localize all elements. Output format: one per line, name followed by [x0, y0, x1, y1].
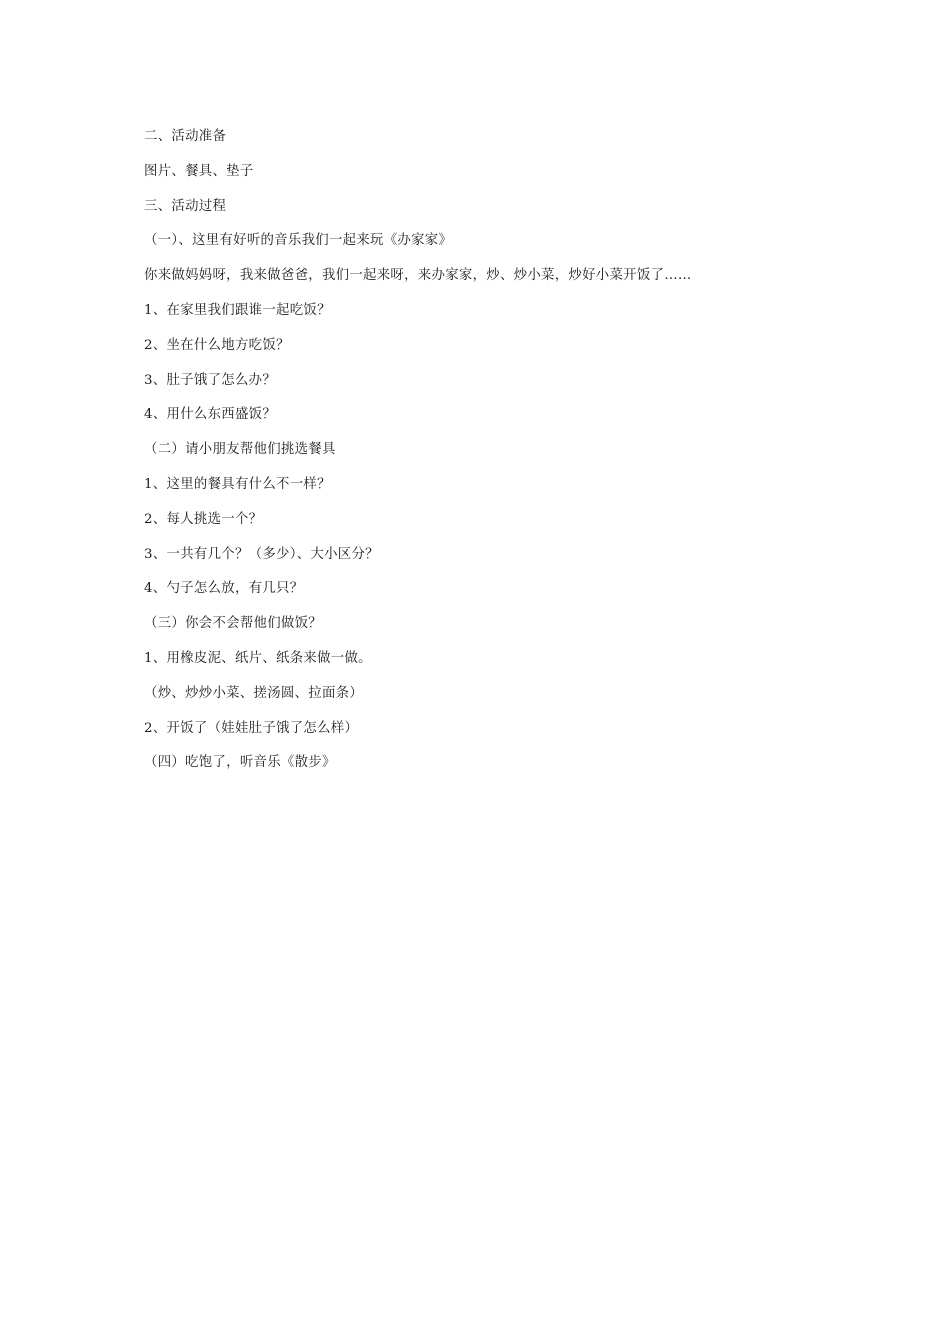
question-item: 1、这里的餐具有什么不一样？ — [144, 476, 331, 492]
question-item: 4、勺子怎么放，有几只？ — [144, 581, 304, 597]
step-3-heading: （三）你会不会帮他们做饭？ — [144, 616, 322, 632]
step-4-heading: （四）吃饱了，听音乐《散步》 — [144, 755, 336, 771]
materials-list: 图片、餐具、垫子 — [144, 163, 254, 179]
question-item: 4、用什么东西盛饭？ — [144, 407, 277, 423]
question-item: 3、一共有几个？（多少）、大小区分？ — [144, 546, 379, 562]
activity-item: 1、用橡皮泥、纸片、纸条来做一做。 — [144, 650, 372, 666]
question-item: 2、每人挑选一个？ — [144, 511, 263, 527]
section-heading-process: 三、活动过程 — [144, 198, 227, 214]
step-1-heading: （一）、这里有好听的音乐我们一起来玩《办家家》 — [144, 233, 453, 249]
activity-note: （炒、炒炒小菜、搓汤圆、拉面条） — [144, 685, 364, 701]
question-item: 2、坐在什么地方吃饭？ — [144, 337, 290, 353]
activity-item: 2、开饭了（娃娃肚子饿了怎么样） — [144, 720, 359, 736]
question-item: 3、肚子饿了怎么办？ — [144, 372, 277, 388]
step-2-heading: （二）请小朋友帮他们挑选餐具 — [144, 442, 336, 458]
section-heading-preparation: 二、活动准备 — [144, 129, 227, 144]
song-lyrics: 你来做妈妈呀，我来做爸爸，我们一起来呀，来办家家，炒、炒小菜，炒好小菜开饭了…… — [144, 268, 692, 284]
question-item: 1、在家里我们跟谁一起吃饭？ — [144, 302, 331, 318]
document-body — [144, 124, 824, 785]
